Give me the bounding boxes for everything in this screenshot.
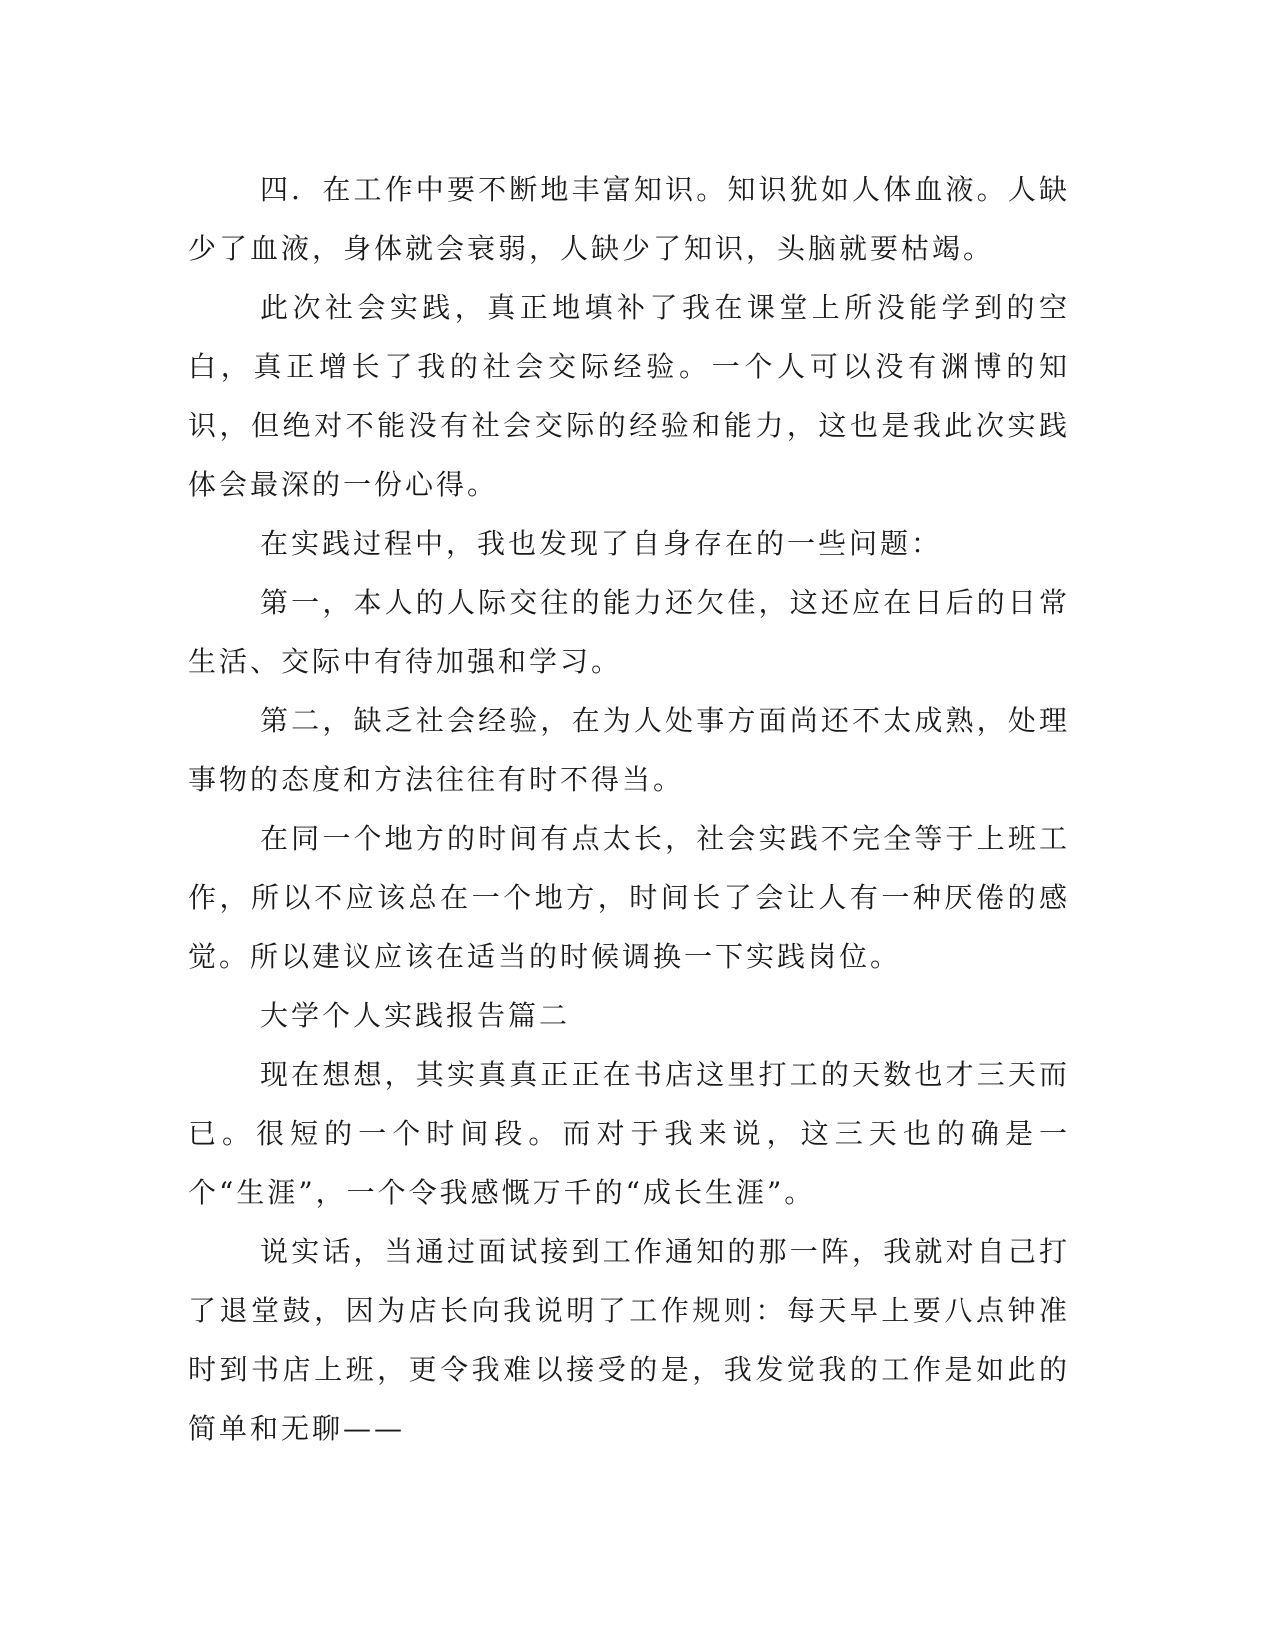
- section-heading: 大学个人实践报告篇二: [260, 999, 571, 1032]
- paragraph-problem-two: 第二，缺乏社会经验，在为人处事方面尚还不太成熟，处理事物的态度和方法往往有时不得当。: [188, 704, 1070, 796]
- paragraph-suggestion: 在同一个地方的时间有点太长，社会实践不完全等于上班工作，所以不应该总在一个地方，时间长了会让人有一种厌倦的感觉。所以建议应该在适当的时候调换一下实践岗位。: [188, 822, 1070, 973]
- paragraph-social-practice: 此次社会实践，真正地填补了我在课堂上所没能学到的空白，真正增长了我的社会交际经验。一个人可以没有渊博的知识，但绝对不能没有社会交际的经验和能力，这也是我此次实践体会最深的一份心得。: [188, 291, 1070, 501]
- paragraph-bookstore-rules: 说实话，当通过面试接到工作通知的那一阵，我就对自己打了退堂鼓，因为店长向我说明了工作规则：每天早上要八点钟准时到书店上班，更令我难以接受的是，我发觉我的工作是如此的简单和无聊——: [188, 1235, 1070, 1445]
- paragraph-knowledge: 四．在工作中要不断地丰富知识。知识犹如人体血液。人缺少了血液，身体就会衰弱，人缺少了知识，头脑就要枯竭。: [188, 173, 1070, 265]
- paragraph-problem-one: 第一，本人的人际交往的能力还欠佳，这还应在日后的日常生活、交际中有待加强和学习。: [188, 586, 1070, 678]
- paragraph-bookstore-intro: 现在想想，其实真真正正在书店这里打工的天数也才三天而已。很短的一个时间段。而对于我来说，这三天也的确是一个“生涯”，一个令我感慨万千的“成长生涯”。: [188, 1058, 1070, 1209]
- paragraph-problems-intro: 在实践过程中，我也发现了自身存在的一些问题：: [260, 527, 943, 560]
- document-body: [188, 160, 1070, 1458]
